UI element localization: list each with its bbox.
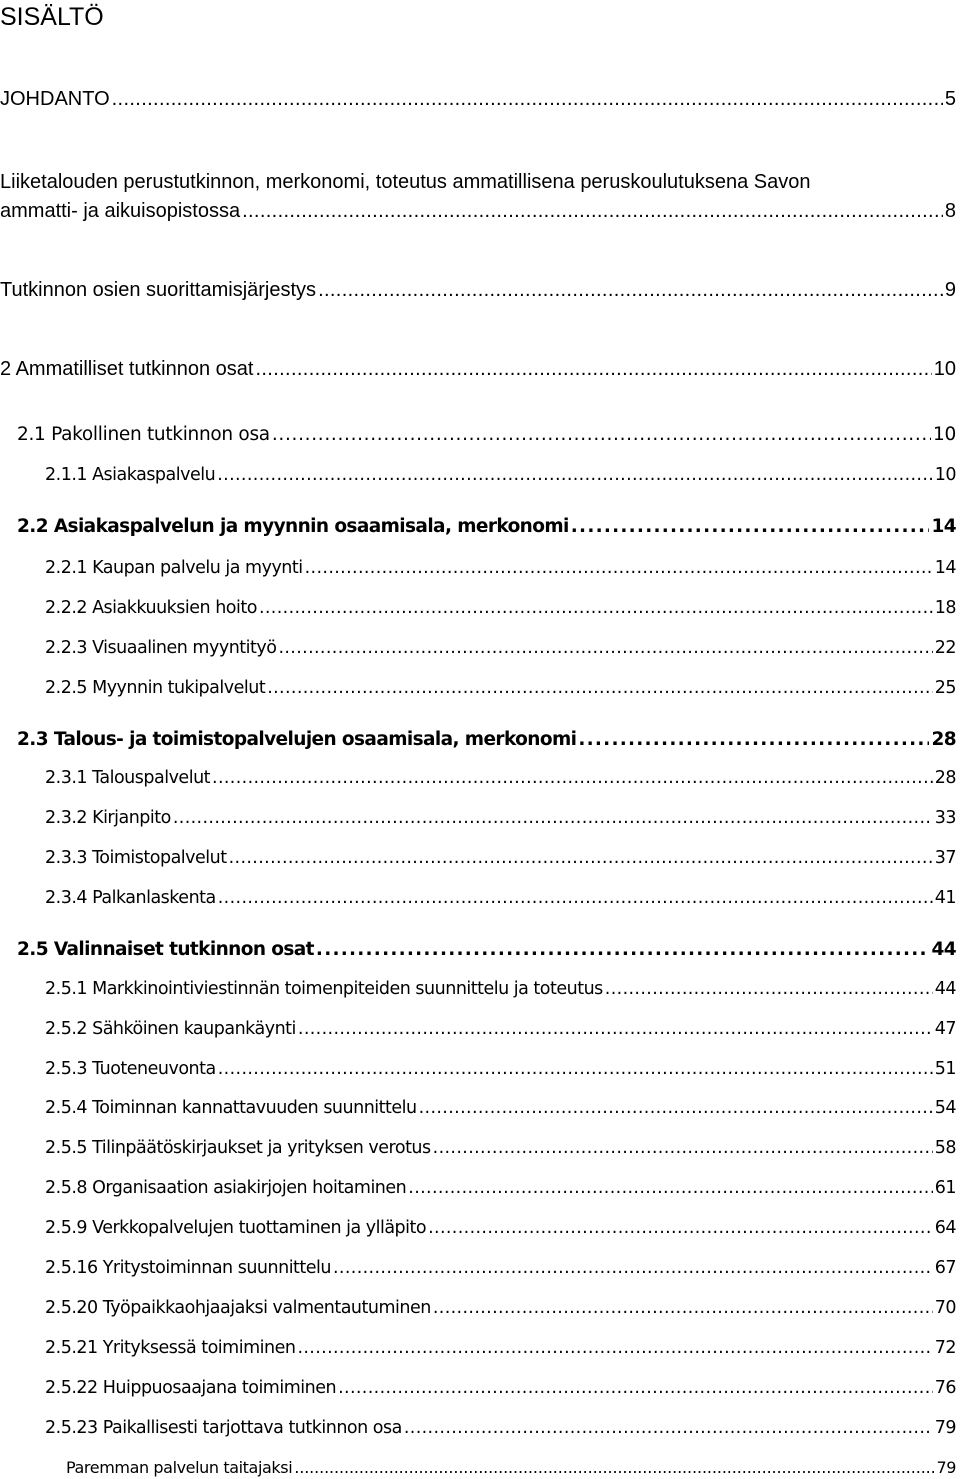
toc-entry-label: 2.1 Pakollinen tutkinnon osa xyxy=(17,424,270,445)
toc-entry-label: Paremman palvelun taitajaksi xyxy=(66,1458,293,1477)
toc-entry-2-3-3[interactable] xyxy=(45,848,956,868)
toc-leader xyxy=(217,465,933,485)
toc-page-number: 33 xyxy=(934,808,956,828)
toc-leader xyxy=(297,1338,932,1358)
toc-entry-label: 2.3.1 Talouspalvelut xyxy=(45,768,211,788)
toc-entry-label: 2.5.22 Huippuosaajana toimiminen xyxy=(45,1378,337,1398)
toc-entry-2-5-20[interactable] xyxy=(45,1298,956,1318)
toc-entry-2-5-4[interactable] xyxy=(45,1098,956,1118)
toc-page-number: 79 xyxy=(934,1418,956,1438)
toc-entry-label: 2.5.8 Organisaation asiakirjojen hoitaminen xyxy=(45,1178,407,1198)
toc-entry-2-5-1[interactable] xyxy=(45,979,956,999)
toc-entry-2-5-3[interactable] xyxy=(45,1059,956,1079)
toc-entry-2-3-4[interactable] xyxy=(45,888,956,908)
toc-entry-2-2-3[interactable] xyxy=(45,638,956,658)
toc-entry-label: 2.2.2 Asiakkuuksien hoito xyxy=(45,598,257,618)
toc-leader xyxy=(212,768,933,788)
toc-entry-label: 2.2.1 Kaupan palvelu ja myynti xyxy=(45,558,303,578)
toc-page-number: 61 xyxy=(934,1178,956,1198)
toc-entry-paremman-palvelun[interactable] xyxy=(66,1458,956,1477)
toc-entry-2-5-8[interactable] xyxy=(45,1178,956,1198)
toc-page-number: 44 xyxy=(934,979,956,999)
toc-entry-2-5-22[interactable] xyxy=(45,1378,956,1398)
toc-entry-label: 2.3 Talous- ja toimistopalvelujen osaamisala, merkonomi xyxy=(17,729,577,750)
toc-leader xyxy=(571,516,930,537)
toc-leader xyxy=(578,729,929,750)
toc-entry-label: 2.3.2 Kirjanpito xyxy=(45,808,171,828)
toc-page-number: 5 xyxy=(944,88,956,110)
toc-page-number: 79 xyxy=(936,1458,956,1477)
toc-entry-label: 2.1.1 Asiakaspalvelu xyxy=(45,465,216,485)
toc-leader xyxy=(333,1258,933,1278)
toc-entry-label: 2.2 Asiakaspalvelun ja myynnin osaamisala, merkonomi xyxy=(17,516,569,537)
toc-leader xyxy=(267,678,933,698)
toc-page-number: 25 xyxy=(934,678,956,698)
toc-leader xyxy=(112,88,943,111)
toc-entry-label: 2.3.3 Toimistopalvelut xyxy=(45,848,227,868)
toc-entry-label: JOHDANTO xyxy=(0,88,110,110)
toc-page-number: 67 xyxy=(934,1258,956,1278)
toc-leader xyxy=(428,1218,933,1238)
toc-entry-label: 2.5.9 Verkkopalvelujen tuottaminen ja ylläpito xyxy=(45,1218,427,1238)
toc-leader xyxy=(259,598,933,618)
toc-leader xyxy=(255,358,931,381)
toc-entry-label: 2 Ammatilliset tutkinnon osat xyxy=(0,358,254,380)
toc-leader xyxy=(218,888,933,908)
toc-leader xyxy=(419,1098,933,1118)
toc-leader xyxy=(173,808,933,828)
toc-entry-2-3-1[interactable] xyxy=(45,768,956,788)
toc-page-number: 18 xyxy=(934,598,956,618)
toc-entry-2-5-23[interactable] xyxy=(45,1418,956,1438)
toc-entry-2-5-21[interactable] xyxy=(45,1338,956,1358)
toc-entry-label: ammatti- ja aikuisopistossa xyxy=(0,200,241,222)
toc-entry-2-5[interactable] xyxy=(17,939,956,960)
toc-leader xyxy=(294,1458,934,1477)
toc-entry-2-3-2[interactable] xyxy=(45,808,956,828)
toc-page-number: 14 xyxy=(934,558,956,578)
toc-leader xyxy=(318,279,943,302)
toc-page-number: 37 xyxy=(934,848,956,868)
toc-entry-2-1-1[interactable] xyxy=(45,465,956,485)
toc-page-number: 44 xyxy=(931,939,956,960)
toc-leader xyxy=(272,424,931,445)
toc-page-number: 14 xyxy=(931,516,956,537)
toc-entry-label: 2.5.5 Tilinpäätöskirjaukset ja yrityksen verotus xyxy=(45,1138,431,1158)
toc-entry-label: 2.2.3 Visuaalinen myyntityö xyxy=(45,638,277,658)
toc-entry-2[interactable] xyxy=(0,358,956,381)
toc-leader xyxy=(298,1019,933,1039)
toc-leader xyxy=(278,638,932,658)
toc-entry-label: Tutkinnon osien suorittamisjärjestys xyxy=(0,279,317,301)
toc-entry-label: 2.5.23 Paikallisesti tarjottava tutkinnon osa xyxy=(45,1418,402,1438)
toc-page-number: 28 xyxy=(934,768,956,788)
toc-page-number: 28 xyxy=(931,729,956,750)
toc-entry-2-2[interactable] xyxy=(17,516,956,537)
toc-page-number: 54 xyxy=(934,1098,956,1118)
toc-entry-toteutus[interactable] xyxy=(0,168,956,226)
toc-page-number: 9 xyxy=(944,279,956,301)
toc-page-number: 76 xyxy=(934,1378,956,1398)
toc-entry-label: 2.5 Valinnaiset tutkinnon osat xyxy=(17,939,314,960)
toc-page-number: 41 xyxy=(934,888,956,908)
toc-leader xyxy=(404,1418,933,1438)
toc-entry-label: 2.5.3 Tuoteneuvonta xyxy=(45,1059,216,1079)
toc-entry-2-5-5[interactable] xyxy=(45,1138,956,1158)
toc-leader xyxy=(218,1059,933,1079)
toc-leader xyxy=(229,848,933,868)
toc-entry-label: 2.5.16 Yritystoiminnan suunnittelu xyxy=(45,1258,331,1278)
toc-entry-2-3[interactable] xyxy=(17,729,956,750)
toc-page-number: 47 xyxy=(934,1019,956,1039)
toc-entry-2-2-5[interactable] xyxy=(45,678,956,698)
toc-page-number: 70 xyxy=(934,1298,956,1318)
toc-entry-label: 2.5.1 Markkinointiviestinnän toimenpiteiden suunnittelu ja toteutus xyxy=(45,979,603,999)
toc-entry-suorittamisjarjestys[interactable] xyxy=(0,279,956,302)
toc-page-number: 58 xyxy=(934,1138,956,1158)
toc-leader xyxy=(605,979,933,999)
toc-leader xyxy=(242,197,943,226)
toc-leader xyxy=(433,1298,933,1318)
toc-entry-2-5-2[interactable] xyxy=(45,1019,956,1039)
toc-entry-2-5-16[interactable] xyxy=(45,1258,956,1278)
toc-leader xyxy=(433,1138,933,1158)
toc-page-number: 8 xyxy=(944,200,956,222)
toc-entry-label: 2.5.21 Yrityksessä toimiminen xyxy=(45,1338,296,1358)
toc-page-number: 64 xyxy=(934,1218,956,1238)
toc-entry-2-1[interactable] xyxy=(17,424,956,445)
toc-page-number: 10 xyxy=(934,465,956,485)
toc-entry-johdanto[interactable] xyxy=(0,88,956,111)
toc-page-number: 51 xyxy=(934,1059,956,1079)
toc-entry-2-2-1[interactable] xyxy=(45,558,956,578)
toc-entry-label: 2.5.2 Sähköinen kaupankäynti xyxy=(45,1019,296,1039)
toc-entry-label: 2.5.20 Työpaikkaohjaajaksi valmentautuminen xyxy=(45,1298,431,1318)
page-title: SISÄLTÖ xyxy=(0,3,104,31)
toc-leader xyxy=(305,558,933,578)
toc-entry-label-line1: Liiketalouden perustutkinnon, merkonomi, toteutus ammatillisena peruskoulutuksena Savon xyxy=(0,171,811,193)
toc-leader xyxy=(408,1178,932,1198)
toc-entry-label: 2.3.4 Palkanlaskenta xyxy=(45,888,216,908)
toc-leader xyxy=(338,1378,933,1398)
toc-page-number: 72 xyxy=(934,1338,956,1358)
toc-entry-label: 2.2.5 Myynnin tukipalvelut xyxy=(45,678,266,698)
toc-entry-2-5-9[interactable] xyxy=(45,1218,956,1238)
toc-page-number: 22 xyxy=(934,638,956,658)
toc-entry-label: 2.5.4 Toiminnan kannattavuuden suunnittelu xyxy=(45,1098,417,1118)
toc-entry-2-2-2[interactable] xyxy=(45,598,956,618)
toc-page-number: 10 xyxy=(933,424,956,445)
toc-leader xyxy=(316,939,930,960)
toc-page-number: 10 xyxy=(933,358,956,380)
